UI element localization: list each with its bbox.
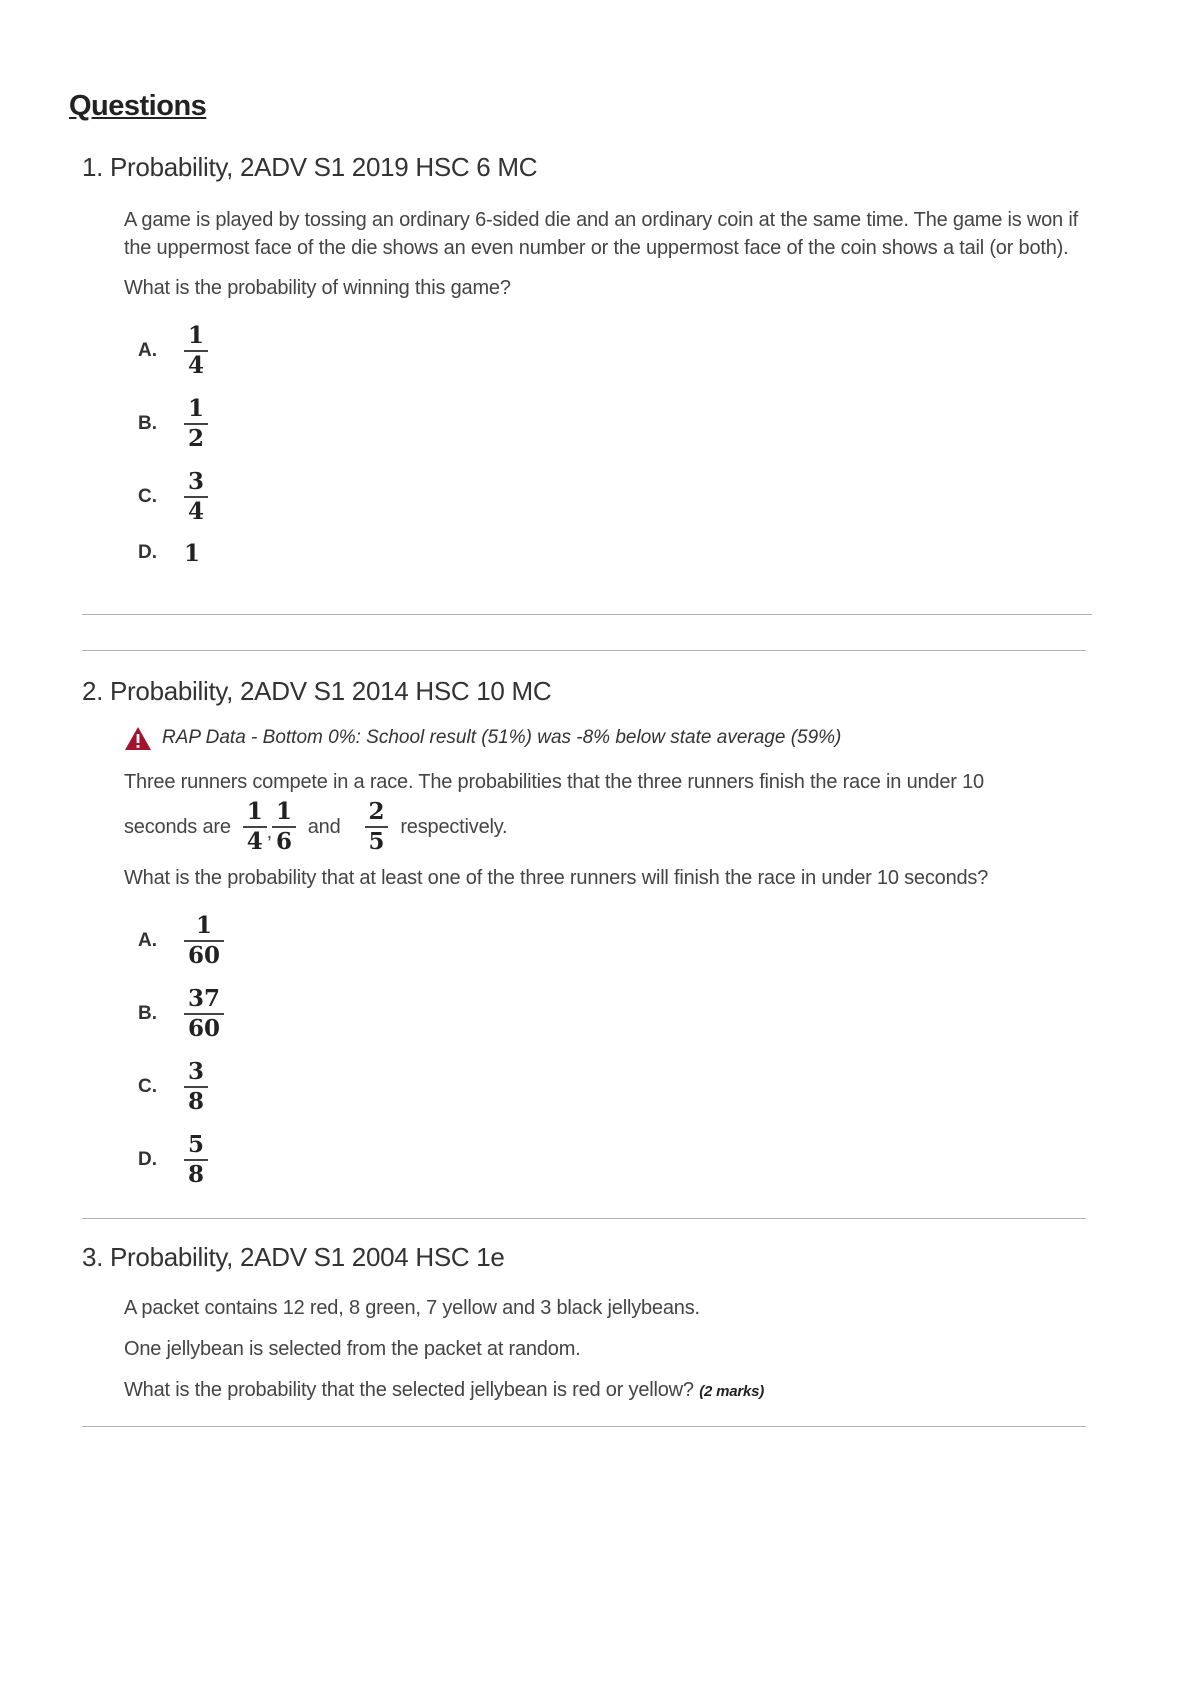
- divider: [82, 650, 1086, 651]
- question-prompt: What is the probability that at least one of the three runners will finish the race in under 10 seconds?: [124, 867, 989, 889]
- fraction: [184, 912, 224, 970]
- text-segment: and: [307, 815, 341, 838]
- numerator: 2: [368, 798, 385, 825]
- question-text-fractions: [124, 796, 1092, 858]
- question-title: 3. Probability, 2ADV S1 2004 HSC 1e: [82, 1242, 505, 1272]
- option-letter: A.: [138, 929, 157, 951]
- question-text: Three runners compete in a race. The probabilities that the three runners finish the race in under 10: [124, 771, 984, 793]
- option-d[interactable]: [138, 1123, 1092, 1196]
- text-segment: respectively.: [400, 815, 508, 838]
- denominator: 5: [365, 826, 389, 856]
- rap-data-warning: [124, 722, 1092, 754]
- option-a[interactable]: [138, 314, 1092, 387]
- denominator: 60: [184, 1013, 224, 1043]
- page-title: Questions: [69, 90, 207, 122]
- option-letter: D.: [138, 1148, 157, 1170]
- prompt-text: What is the probability that the selected jellybean is red or yellow?: [124, 1379, 694, 1401]
- divider: [82, 614, 1092, 615]
- denominator: 4: [184, 496, 208, 526]
- question-1: [82, 150, 1092, 573]
- text-segment: seconds are: [124, 815, 231, 838]
- option-letter: C.: [138, 1075, 157, 1097]
- numerator: 1: [188, 321, 205, 349]
- option-value: 1: [184, 539, 201, 567]
- denominator: 6: [272, 826, 296, 856]
- denominator: 8: [184, 1159, 208, 1189]
- question-title: 1. Probability, 2ADV S1 2019 HSC 6 MC: [82, 152, 538, 182]
- option-letter: A.: [138, 339, 157, 361]
- fraction: [243, 798, 267, 856]
- option-c[interactable]: [138, 1050, 1092, 1123]
- question-text: A game is played by tossing an ordinary 6-sided die and an ordinary coin at the same time. The game is won if the uppermost face of the die shows an even number or the uppermost face of the coin shows a tail (or both).: [124, 209, 1078, 259]
- option-b[interactable]: [138, 977, 1092, 1050]
- numerator: 1: [196, 911, 213, 939]
- fraction: [184, 1058, 208, 1116]
- denominator: 60: [184, 940, 224, 970]
- numerator: 1: [246, 798, 263, 825]
- fraction: [184, 985, 224, 1043]
- numerator: 1: [188, 394, 205, 422]
- denominator: 4: [243, 826, 267, 856]
- answer-options: [124, 904, 1092, 1196]
- numerator: 3: [188, 1057, 205, 1085]
- separator: ,: [266, 821, 272, 843]
- divider: [82, 1426, 1086, 1427]
- denominator: 4: [184, 350, 208, 380]
- numerator: 1: [275, 798, 292, 825]
- question-text: A packet contains 12 red, 8 green, 7 yellow and 3 black jellybeans.: [124, 1297, 700, 1319]
- option-letter: D.: [138, 542, 157, 563]
- option-letter: C.: [138, 485, 157, 507]
- question-2: [82, 674, 1092, 1196]
- question-prompt: [124, 1376, 1092, 1406]
- question-text: One jellybean is selected from the packet at random.: [124, 1338, 581, 1360]
- option-a[interactable]: [138, 904, 1092, 977]
- fraction: [184, 395, 208, 453]
- question-3: [82, 1240, 1092, 1418]
- marks-label: (2 marks): [699, 1383, 765, 1400]
- divider: [82, 1218, 1086, 1219]
- question-prompt: What is the probability of winning this game?: [124, 277, 511, 299]
- option-letter: B.: [138, 1002, 157, 1024]
- numerator: 37: [188, 984, 221, 1012]
- denominator: 8: [184, 1086, 208, 1116]
- rap-data-text: RAP Data - Bottom 0%: School result (51%) was -8% below state average (59%): [162, 727, 842, 748]
- option-letter: B.: [138, 412, 157, 434]
- numerator: 3: [188, 467, 205, 495]
- numerator: 5: [188, 1130, 205, 1158]
- denominator: 2: [184, 423, 208, 453]
- warning-triangle-icon: [124, 726, 152, 751]
- option-d[interactable]: [138, 533, 1092, 573]
- answer-options: [124, 314, 1092, 573]
- fraction: [365, 798, 389, 856]
- fraction: [184, 322, 208, 380]
- question-title: 2. Probability, 2ADV S1 2014 HSC 10 MC: [82, 676, 552, 706]
- option-b[interactable]: [138, 387, 1092, 460]
- fraction: [184, 1131, 208, 1189]
- fraction: [184, 468, 208, 526]
- option-c[interactable]: [138, 460, 1092, 533]
- fraction: [272, 798, 296, 856]
